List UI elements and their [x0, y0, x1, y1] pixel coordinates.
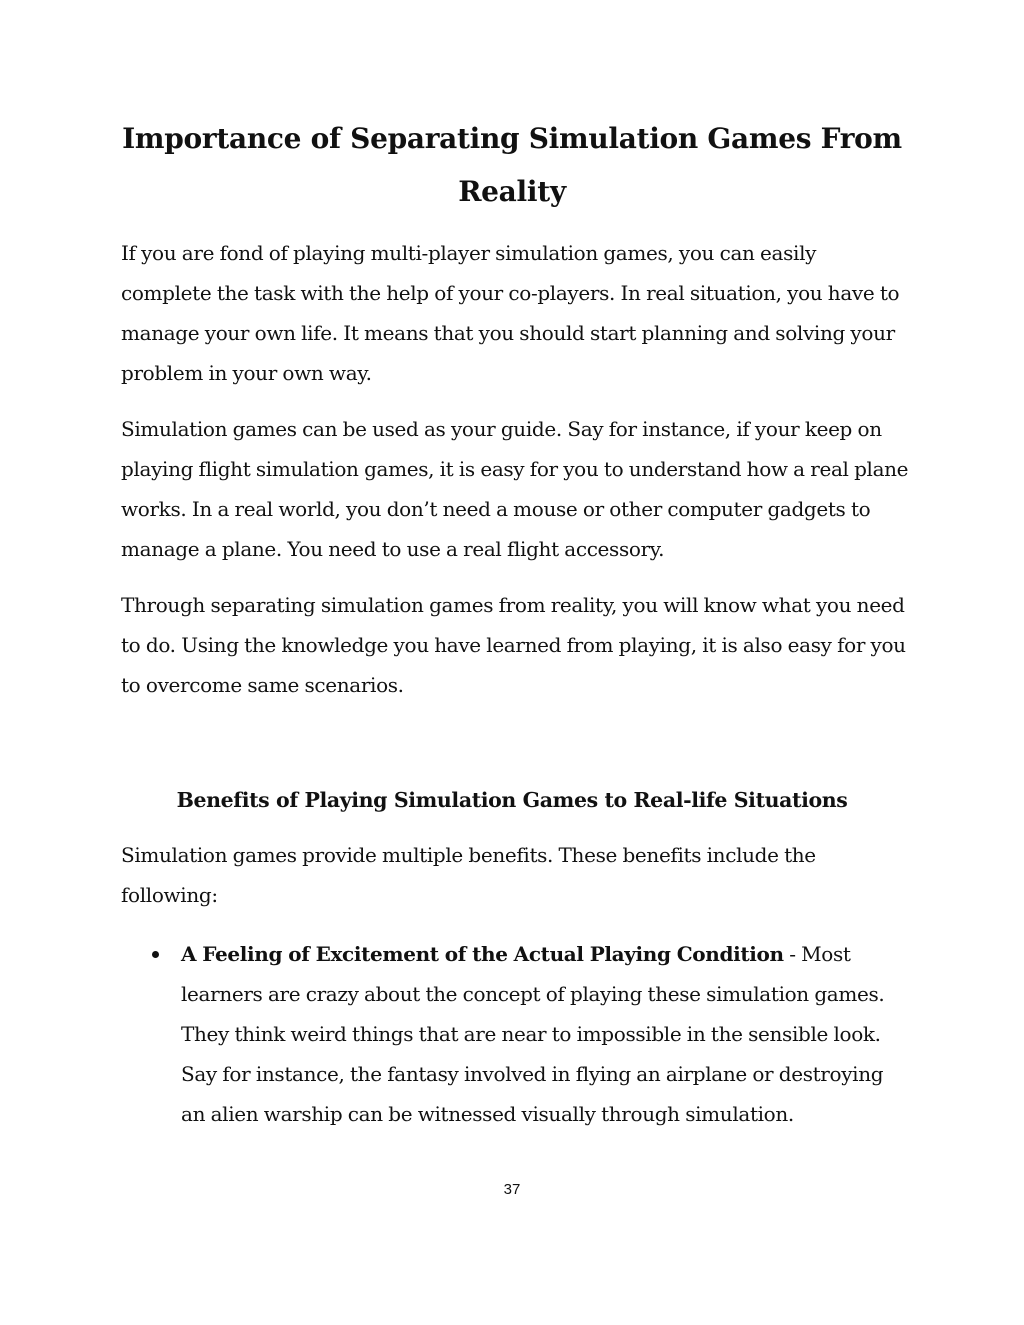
bullet-separator: - [783, 942, 802, 966]
page-number: 37 [503, 1181, 521, 1198]
paragraph-separating: Through separating simulation games from reality, you will know what you need to do. Using the knowledge you have learned from playing, it is also easy for you to overcome same scenarios. [121, 593, 906, 697]
bullet-icon [152, 951, 159, 958]
bullet-text: Most learners are crazy about the concept of playing these simulation games. They think weird things that are near to impossible in the sensible look. Say for instance, the fantasy involved in flying an airplane or destroying an alien warship can be witnessed visually through simulation. [181, 942, 885, 1126]
page-title: Importance of Separating Simulation Games From Reality [122, 122, 902, 208]
benefits-list [0, 934, 1024, 1134]
paragraph-guide: Simulation games can be used as your guide. Say for instance, if your keep on playing flight simulation games, it is easy for you to understand how a real plane works. In a real world, you don’t need a mouse or other computer gadgets to manage a plane. You need to use a real flight accessory. [121, 417, 909, 561]
list-item [181, 934, 906, 1134]
section-heading: Benefits of Playing Simulation Games to Real-life Situations [176, 788, 848, 812]
section-intro: Simulation games provide multiple benefits. These benefits include the following: [121, 843, 816, 907]
bullet-heading: A Feeling of Excitement of the Actual Playing Condition [181, 942, 784, 966]
paragraph-multiplayer: If you are fond of playing multi-player simulation games, you can easily complete the task with the help of your co-players. In real situation, you have to manage your own life. It means that you should start planning and solving your problem in your own way. [121, 241, 900, 385]
